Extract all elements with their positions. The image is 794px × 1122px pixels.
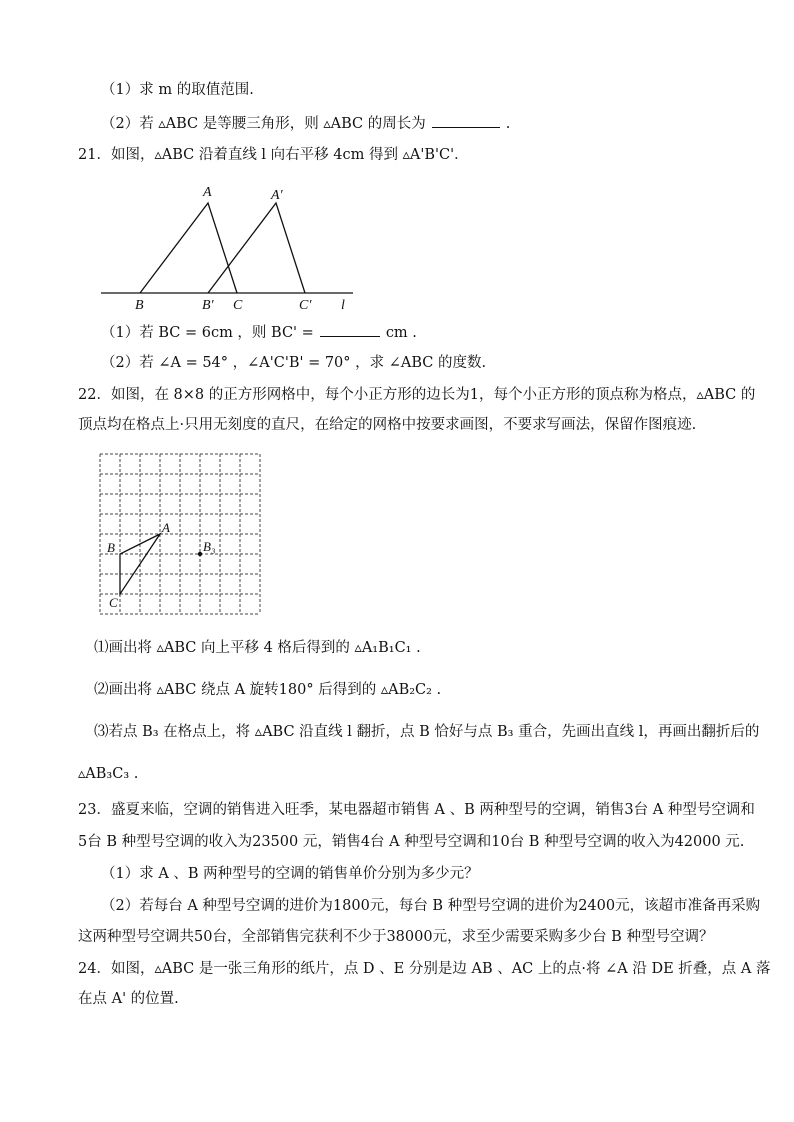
- q23-part1: （1）求 A 、B 两种型号的空调的销售单价分别为多少元？: [101, 866, 479, 882]
- answer-blank[interactable]: [432, 113, 500, 128]
- q22-part1: ⑴画出将 ▵ABC 向上平移 4 格后得到的 ▵A₁B₁C₁ .: [94, 640, 421, 656]
- label-c: C: [233, 298, 243, 313]
- q20-part2: [101, 113, 510, 134]
- q22-part2: ⑵画出将 ▵ABC 绕点 A 旋转180° 后得到的 ▵AB₂C₂ .: [94, 682, 442, 698]
- q22-stem-line2: 顶点均在格点上·只用无刻度的直尺，在给定的网格中按要求画图，不要求写画法，保留作图痕迹.: [78, 417, 697, 433]
- q22-stem-line1: 22．如图，在 8×8 的正方形网格中，每个小正方形的边长为1，每个小正方形的顶点称为格点，▵ABC 的: [78, 387, 756, 403]
- q23-part2-line2: 这两种型号空调共50台，全部销售完获利不少于38000元，求至少需要采购多少台 B 种型号空调？: [78, 929, 714, 945]
- q21-part1-unit: cm .: [385, 325, 417, 341]
- translation-figure: [95, 178, 370, 313]
- q21-stem: 21．如图，▵ABC 沿着直线 l 向右平移 4cm 得到 ▵A'B'C'．: [78, 147, 469, 163]
- grid-label-a: A: [162, 520, 170, 535]
- grid-label-b3: B₃: [203, 539, 216, 554]
- q23-part2-line1: （2）若每台 A 种型号空调的进价为1800元，每台 B 种型号空调的进价为2400元，该超市准备再采购: [101, 898, 761, 914]
- q20-part2-end: .: [505, 116, 511, 132]
- answer-blank-bc[interactable]: [320, 322, 380, 337]
- triangle-abc: [140, 203, 237, 293]
- label-l: l: [341, 298, 345, 313]
- q21-part1-text: （1）若 BC = 6cm ，则 BC' =: [101, 325, 314, 341]
- grid-label-c: C: [109, 595, 118, 610]
- label-b-prime: B′: [202, 298, 214, 313]
- label-b: B: [135, 298, 144, 313]
- grid-lines: [100, 454, 260, 614]
- q20-part1: （1）求 m 的取值范围.: [101, 82, 254, 98]
- q23-stem-line1: 23．盛夏来临，空调的销售进入旺季，某电器超市销售 A 、B 两种型号的空调，销售3台 A 种型号空调和: [78, 802, 755, 818]
- grid-label-b: B: [107, 540, 115, 555]
- q22-part3-line1: ⑶若点 B₃ 在格点上，将 ▵ABC 沿直线 l 翻折，点 B 恰好与点 B₃ 重合，先画出直线 l，再画出翻折后的: [94, 724, 760, 740]
- q21-part2: （2）若 ∠A = 54° ，∠A'C'B' = 70° ，求 ∠ABC 的度数.: [101, 355, 487, 371]
- q24-stem-line1: 24．如图，▵ABC 是一张三角形的纸片，点 D 、E 分别是边 AB 、AC 上的点·将 ∠A 沿 DE 折叠，点 A 落: [78, 961, 771, 977]
- label-a: A: [203, 185, 212, 200]
- q21-part1: [101, 322, 417, 343]
- point-b3: [198, 552, 202, 556]
- q20-part2-text: （2）若 ▵ABC 是等腰三角形，则 ▵ABC 的周长为: [101, 116, 426, 132]
- q24-stem-line2: 在点 A' 的位置.: [78, 991, 179, 1007]
- label-a-prime: A′: [271, 188, 283, 203]
- grid-figure: [96, 450, 266, 620]
- q23-stem-line2: 5台 B 种型号空调的收入为23500 元，销售4台 A 种型号空调和10台 B 种型号空调的收入为42000 元.: [78, 834, 745, 850]
- label-c-prime: C′: [299, 298, 312, 313]
- q22-part3-line2: ▵AB₃C₃ .: [78, 766, 139, 782]
